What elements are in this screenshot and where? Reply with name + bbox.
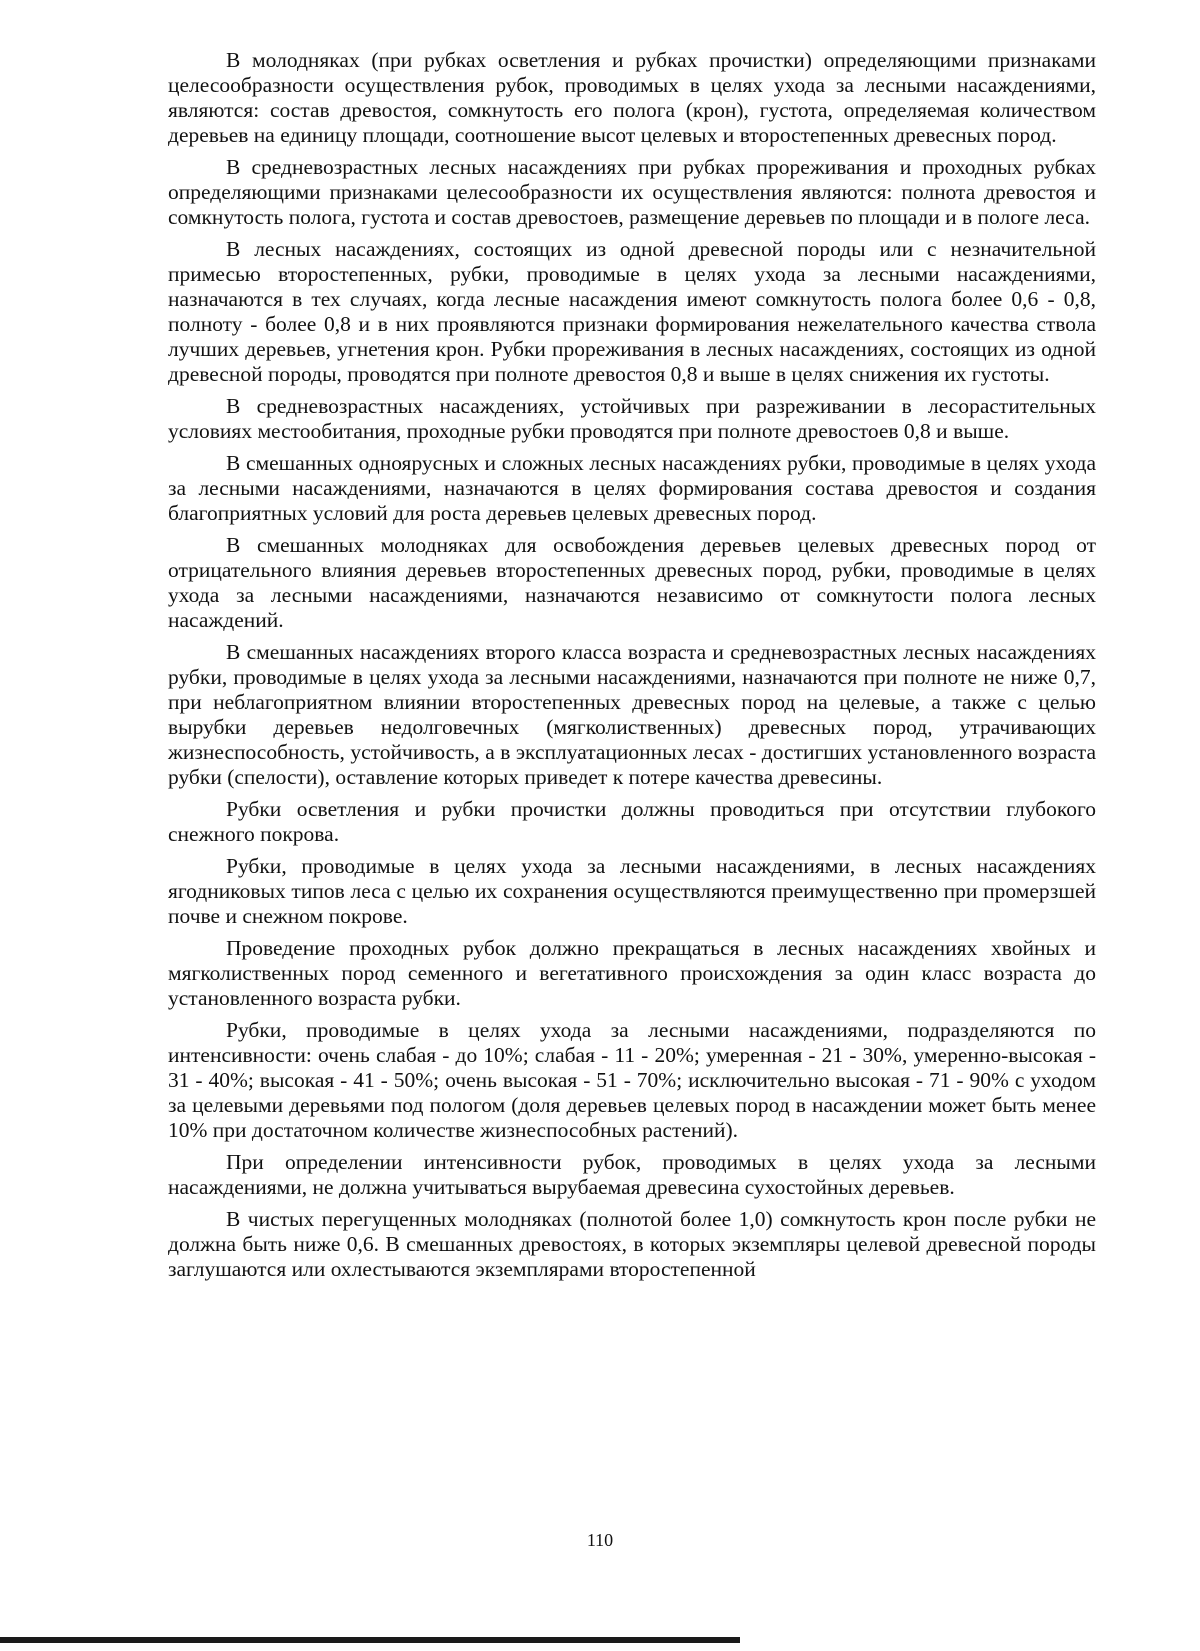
- paragraph-13: В чистых перегущенных молодняках (полнотой более 1,0) сомкнутость крон после рубки не должна быть ниже 0,6. В смешанных древостоях, в которых экземпляры целевой древесной породы заглушаются или охлестываются экземплярами второстепенной: [168, 1207, 1096, 1281]
- paragraph-11: Рубки, проводимые в целях ухода за лесными насаждениями, подразделяются по интенсивности: очень слабая - до 10%; слабая - 11 - 20%; умеренная - 21 - 30%, умеренно-высокая - 31 - 40%; высокая - 41 - 50%; очень высокая - 51 - 70%; исключительно высокая - 71 - 90% с уходом за целевыми деревьями под пологом (доля деревьев целевых пород в насаждении может быть менее 10% при достаточном количестве жизнеспособных растений).: [168, 1018, 1096, 1142]
- page-number: 110: [586, 1530, 614, 1550]
- paragraph-12: При определении интенсивности рубок, проводимых в целях ухода за лесными насаждениями, не должна учитываться вырубаемая древесина сухостойных деревьев.: [168, 1150, 1096, 1199]
- paragraph-10: Проведение проходных рубок должно прекращаться в лесных насаждениях хвойных и мягколиственных пород семенного и вегетативного происхождения за один класс возраста до установленного возраста рубки.: [168, 936, 1096, 1010]
- document-body: [168, 48, 1096, 1289]
- paragraph-5: В смешанных одноярусных и сложных лесных насаждениях рубки, проводимые в целях ухода за лесными насаждениями, назначаются в целях формирования состава древостоя и создания благоприятных условий для роста деревьев целевых древесных пород.: [168, 451, 1096, 525]
- paragraph-1: В молодняках (при рубках осветления и рубках прочистки) определяющими признаками целесообразности осуществления рубок, проводимых в целях ухода за лесными насаждениями, являются: состав древостоя, сомкнутость его полога (крон), густота, определяемая количеством деревьев на единицу площади, соотношение высот целевых и второстепенных древесных пород.: [168, 48, 1096, 147]
- paragraph-6: В смешанных молодняках для освобождения деревьев целевых древесных пород от отрицательного влияния деревьев второстепенных древесных пород, рубки, проводимые в целях ухода за лесными насаждениями, назначаются независимо от сомкнутости полога лесных насаждений.: [168, 533, 1096, 632]
- paragraph-9: Рубки, проводимые в целях ухода за лесными насаждениями, в лесных насаждениях ягодниковых типов леса с целью их сохранения осуществляются преимущественно при промерзшей почве и снежном покрове.: [168, 854, 1096, 928]
- paragraph-3: В лесных насаждениях, состоящих из одной древесной породы или с незначительной примесью второстепенных, рубки, проводимые в целях ухода за лесными насаждениями, назначаются в тех случаях, когда лесные насаждения имеют сомкнутость полога более 0,6 - 0,8, полноту - более 0,8 и в них проявляются признаки формирования нежелательного качества ствола лучших деревьев, угнетения крон. Рубки прореживания в лесных насаждениях, состоящих из одной древесной породы, проводятся при полноте древостоя 0,8 и выше в целях снижения их густоты.: [168, 237, 1096, 386]
- paragraph-7: В смешанных насаждениях второго класса возраста и средневозрастных лесных насаждениях рубки, проводимые в целях ухода за лесными насаждениями, назначаются при полноте не ниже 0,7, при неблагоприятном влиянии второстепенных древесных пород на целевые, а также с целью вырубки деревьев недолговечных (мягколиственных) древесных пород, утрачивающих жизнеспособность, устойчивость, а в эксплуатационных лесах - достигших установленного возраста рубки (спелости), оставление которых приведет к потере качества древесины.: [168, 640, 1096, 789]
- scan-bottom-edge: [0, 1637, 740, 1643]
- paragraph-8: Рубки осветления и рубки прочистки должны проводиться при отсутствии глубокого снежного покрова.: [168, 797, 1096, 846]
- paragraph-2: В средневозрастных лесных насаждениях при рубках прореживания и проходных рубках определяющими признаками целесообразности их осуществления являются: полнота древостоя и сомкнутость полога, густота и состав древостоев, размещение деревьев по площади и в пологе леса.: [168, 155, 1096, 229]
- paragraph-4: В средневозрастных насаждениях, устойчивых при разреживании в лесорастительных условиях местообитания, проходные рубки проводятся при полноте древостоев 0,8 и выше.: [168, 394, 1096, 443]
